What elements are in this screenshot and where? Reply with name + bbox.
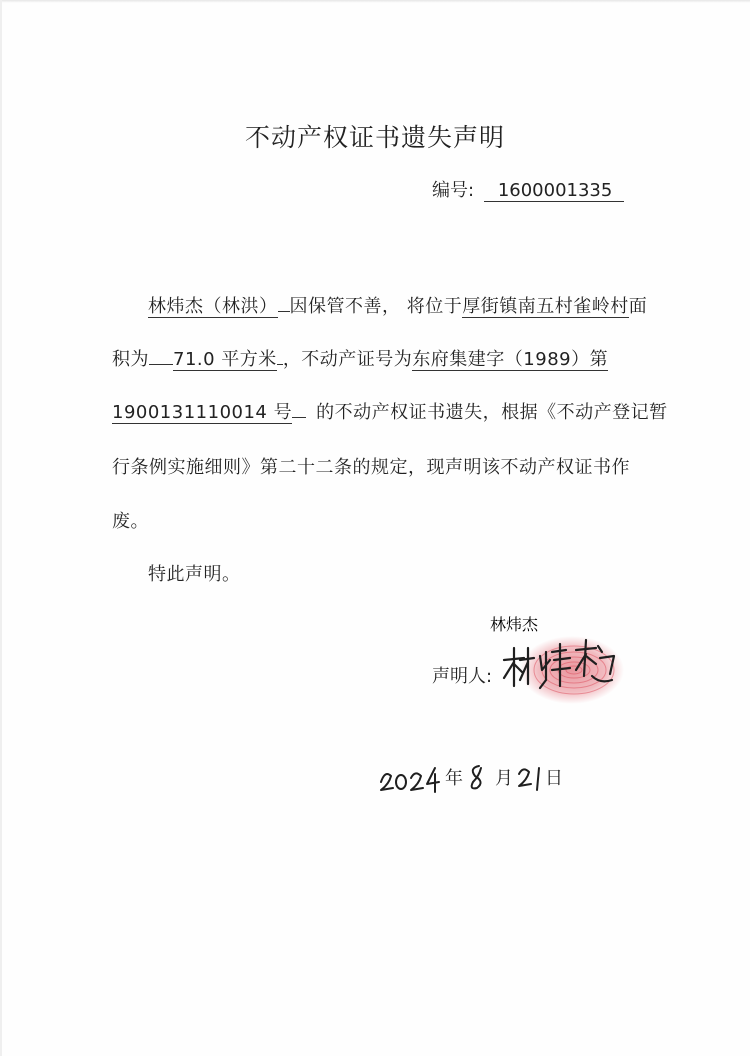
property-location: 厚街镇南五村雀岭村 <box>462 296 629 317</box>
body-text-1a: 因保管不善， 将位于 <box>289 296 463 317</box>
document-title: 不动产权证书遗失声明 <box>244 123 505 152</box>
handwritten-month <box>472 766 481 788</box>
body-text-1b: 面 <box>628 296 648 317</box>
body-text-2b: ，不动产证号为 <box>282 349 413 370</box>
name-underline-pad <box>278 311 290 312</box>
property-area: 71.0 平方米 <box>173 349 277 370</box>
body-line-5: 废。 <box>112 511 149 532</box>
closing-statement: 特此声明。 <box>148 564 241 585</box>
handwritten-day <box>519 768 539 790</box>
body-text-3: 的不动产权证书遗失，根据《不动产登记暂 <box>316 402 668 423</box>
signer-label: 声明人: <box>432 666 493 687</box>
date-day-label: 日 <box>545 768 563 789</box>
area-underline-pad-left <box>149 364 173 365</box>
date-year-label: 年 <box>445 768 463 789</box>
serial-number: 1600001335 <box>484 180 625 202</box>
scan-edge-top <box>0 0 750 3</box>
scan-edge-left <box>0 0 2 1056</box>
serial-label: 编号: <box>432 180 475 201</box>
body-line-1 <box>148 292 647 318</box>
date-month-label: 月 <box>495 768 513 789</box>
handwritten-year <box>381 768 439 792</box>
signature-text: 林炜杰 <box>490 615 539 634</box>
body-line-3 <box>112 398 668 424</box>
cert-underline-pad <box>292 417 306 418</box>
serial-number-line <box>432 176 624 202</box>
certificate-number: 1900131110014 号 <box>112 402 293 423</box>
body-text-2a: 积为 <box>112 349 149 370</box>
body-line-4: 行条例实施细则》第二十二条的规定，现声明该不动产权证书作 <box>112 457 630 478</box>
signature-with-fingerprint-seal <box>490 615 630 710</box>
body-line-2 <box>112 345 608 371</box>
certificate-prefix: 东府集建字（1989）第 <box>412 349 609 370</box>
declarant-name: 林炜杰（林洪） <box>148 296 278 317</box>
